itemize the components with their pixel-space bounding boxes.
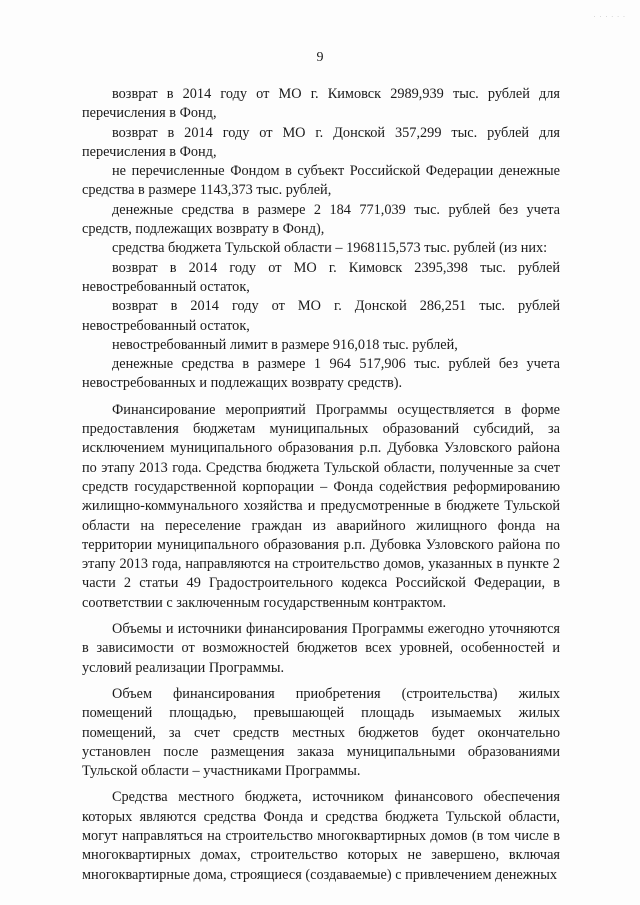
paragraph-excess-area-financing: Объем финансирования приобретения (строительства) жилых помещений площадью, превышающей площадь изымаемых жилых помещений, за счет средств местных бюджетов будет окончательно установлен после размещения заказа муниципальными образованиями Тульской области – участниками Программы.: [82, 685, 560, 780]
paragraph-financing-volumes: Объемы и источники финансирования Программы ежегодно уточняются в зависимости от возможностей бюджетов всех уровней, особенностей и условий реализации Программы.: [82, 621, 560, 676]
paragraph-local-budget-funds: Средства местного бюджета, источником финансового обеспечения которых являются средства Фонда и средства бюджета Тульской области, могут направляться на строительство многоквартирных домов (в том числе в многоквартирных домах, строительство которых не завершено, включая многоквартирные дома, строящиеся (создаваемые) с привлечением денежных: [82, 789, 560, 883]
paragraph-unclaimed-limit: невостребованный лимит в размере 916,018 тыс. рублей,: [112, 336, 458, 353]
paragraph-fund-money-net: денежные средства в размере 2 184 771,039 тыс. рублей без учета средств, подлежащих возврату в Фонд),: [82, 201, 560, 238]
paragraph-refund-kimovsk-balance: возврат в 2014 году от МО г. Кимовск 2395,398 тыс. рублей невостребованный остаток,: [82, 259, 560, 295]
paragraph-refund-donskoy-fund: возврат в 2014 году от МО г. Донской 357,299 тыс. рублей для перечисления в Фонд,: [82, 124, 560, 160]
paragraph-tula-budget-total: средства бюджета Тульской области – 1968115,573 тыс. рублей (из них:: [112, 240, 548, 257]
paragraph-refund-kimovsk-fund: возврат в 2014 году от МО г. Кимовск 2989,939 тыс. рублей для перечисления в Фонд,: [82, 86, 560, 122]
page-number: 9: [316, 50, 324, 65]
paragraph-unallocated-fund-money: не перечисленные Фондом в субъект Российской Федерации денежные средства в размере 1143,373 тыс. рублей,: [82, 163, 560, 199]
scan-corner-mark: . . . . . .: [593, 12, 626, 19]
paragraph-refund-donskoy-balance: возврат в 2014 году от МО г. Донской 286,251 тыс. рублей невостребованный остаток,: [82, 298, 560, 334]
document-body: [82, 85, 560, 885]
paragraph-budget-money-net: денежные средства в размере 1 964 517,906 тыс. рублей без учета невостребованных и подлежащих возврату средств).: [82, 356, 560, 392]
paragraph-program-financing: Финансирование мероприятий Программы осуществляется в форме предоставления бюджетам муниципальных образований субсидий, за исключением муниципального образования р.п. Дубовка Узловского района по этапу 2013 года. Средства бюджета Тульской области, полученные за счет средств государственной корпорации – Фонда содействия реформированию жилищно-коммунального хозяйства и предусмотренные в бюджете Тульской области на переселение граждан из аварийного жилищного фонда на территории муниципального образования р.п. Дубовка Узловского района по этапу 2013 года, направляются на строительство домов, указанных в пункте 2 части 2 статьи 49 Градостроительного кодекса Российской Федерации, в соответствии с заключенным государственным контрактом.: [82, 401, 560, 611]
